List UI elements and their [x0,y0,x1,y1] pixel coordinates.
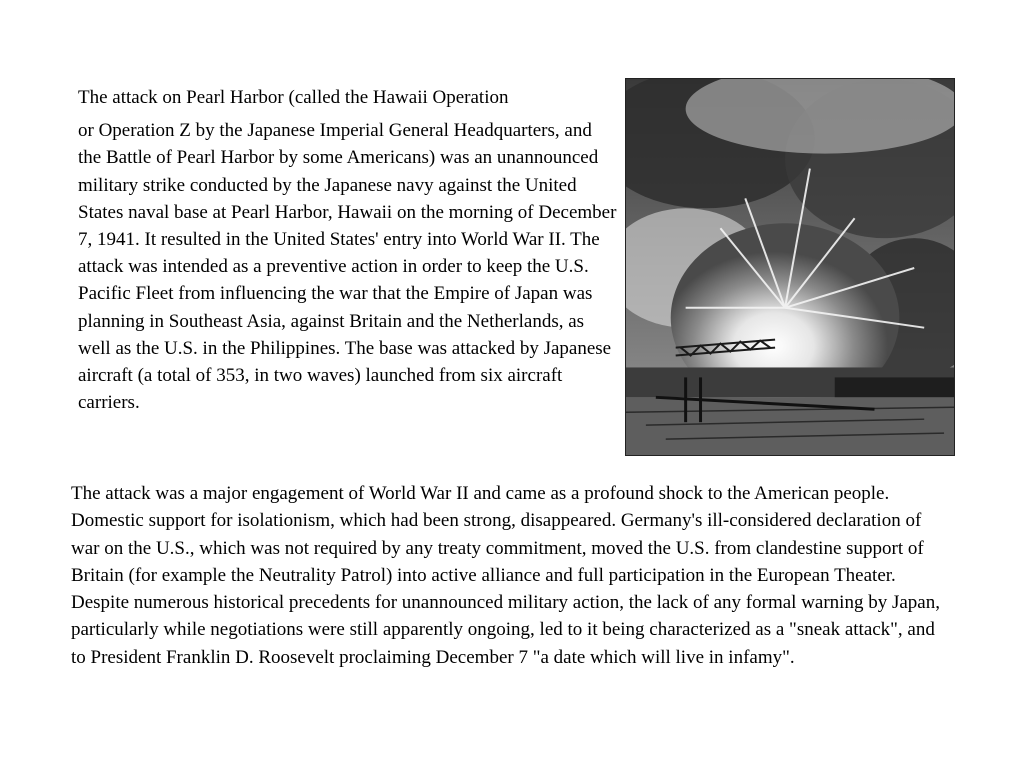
intro-body: or Operation Z by the Japanese Imperial General Headquarters, and the Battle of Pearl Harbor by some Americans) was an unannounced military strike conducted by the Japanese navy against the United States naval base at Pearl Harbor, Hawaii on the morning of December 7, 1941. It resulted in the United States' entry into World War II. The attack was intended as a preventive action in order to keep the U.S. Pacific Fleet from influencing the war that the Empire of Japan was planning in Southeast Asia, against Britain and the Netherlands, as well as the U.S. in the Philippines. The base was attacked by Japanese aircraft (a total of 353, in two waves) launched from six aircraft carriers. [78,120,617,414]
intro-paragraph [78,84,618,416]
intro-first-line: The attack on Pearl Harbor (called the Hawaii Operation [78,87,509,108]
explosion-photo-image [626,79,954,455]
body-paragraph: The attack was a major engagement of World War II and came as a profound shock to the American people. Domestic support for isolationism, which had been strong, disappeared. Germany's ill-considered declaration of war on the U.S., which was not required by any treaty commitment, moved the U.S. from clandestine support of Britain (for example the Neutrality Patrol) into active alliance and full participation in the European Theater. Despite numerous historical precedents for unannounced military action, the lack of any formal warning by Japan, particularly while negotiations were still apparently ongoing, led to it being characterized as a "sneak attack", and to President Franklin D. Roosevelt proclaiming December 7 "a date which will live in infamy". [71,483,940,668]
explosion-photo [625,78,955,456]
